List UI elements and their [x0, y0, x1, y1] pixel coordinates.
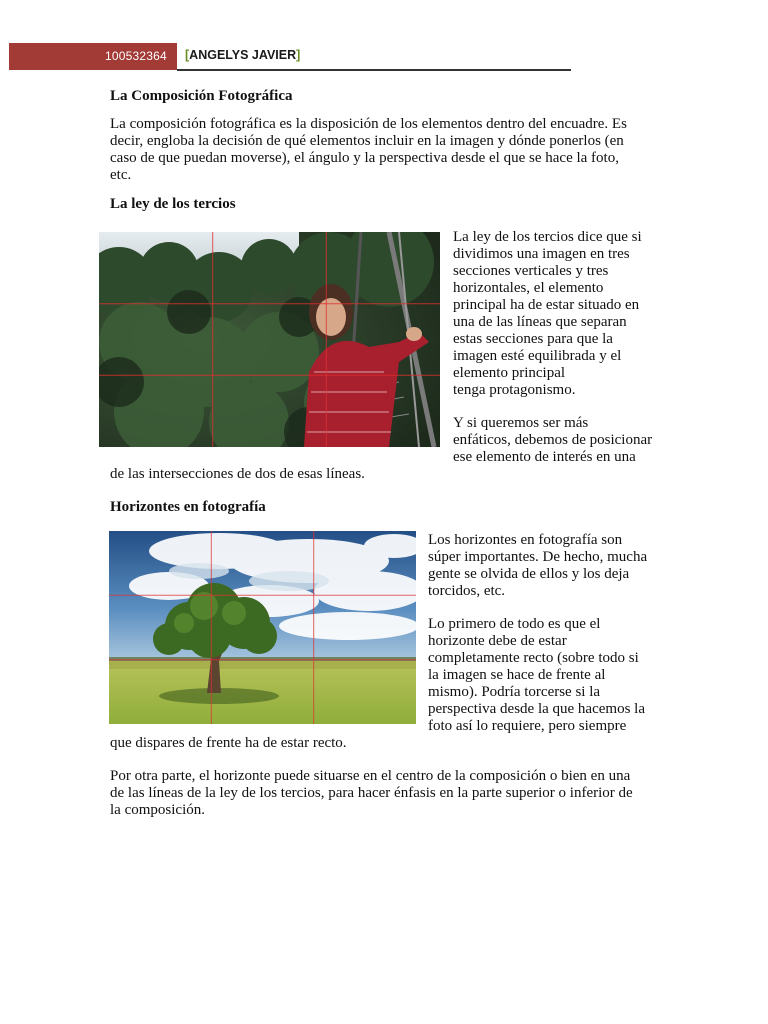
photo-woman-bridge: [99, 232, 440, 447]
side-text-line: torcidos, etc.: [428, 583, 506, 599]
side-text-line: súper importantes. De hecho, mucha: [428, 549, 648, 565]
photo-tree-horizon: [109, 531, 416, 724]
side-text-line: Lo primero de todo es que el: [428, 616, 601, 632]
side-text-line: Los horizontes en fotografía son: [428, 532, 623, 548]
section-title-horizons: Horizontes en fotografía: [110, 499, 266, 515]
side-text-line: elemento principal: [453, 365, 566, 381]
side-text-line: estas secciones para que la: [453, 331, 613, 347]
side-text-line: mismo). Podría torcerse si la: [428, 684, 601, 700]
side-text-line: La ley de los tercios dice que si: [453, 229, 642, 245]
side-text-line: completamente recto (sobre todo si: [428, 650, 639, 666]
side-text-line: una de las líneas que separan: [453, 314, 627, 330]
paragraph-line: etc.: [110, 167, 132, 183]
side-text-line: ese elemento de interés en una: [453, 449, 636, 465]
paragraph-line: que dispares de frente ha de estar recto.: [110, 735, 347, 751]
side-text-line: foto así lo requiere, pero siempre: [428, 718, 627, 734]
side-text-line: perspectiva desde la que hacemos la: [428, 701, 645, 717]
paragraph-line: Por otra parte, el horizonte puede situarse en el centro de la composición o bien en una: [110, 768, 631, 784]
side-text-line: secciones verticales y tres: [453, 263, 609, 279]
photo-tree-horizon-image: [109, 531, 416, 724]
bracket-open: [: [185, 48, 190, 62]
paragraph-line: La composición fotográfica es la disposición de los elementos dentro del encuadre. Es: [110, 116, 627, 132]
side-text-line: horizonte debe de estar: [428, 633, 567, 649]
paragraph-line: de las líneas de la ley de los tercios, para hacer énfasis en la parte superior o inferior de: [110, 785, 633, 801]
section-title-composition: La Composición Fotográfica: [110, 88, 293, 104]
paragraph-line: de las intersecciones de dos de esas líneas.: [110, 466, 365, 482]
paragraph-line: caso de que puedan moverse), el ángulo y la perspectiva desde el que se hace la foto,: [110, 150, 619, 166]
side-text-line: Y si queremos ser más: [453, 415, 589, 431]
header-number: 100532364: [105, 49, 167, 63]
side-text-line: tenga protagonismo.: [453, 382, 576, 398]
photo-woman-bridge-image: [99, 232, 440, 447]
paragraph-line: la composición.: [110, 802, 205, 818]
header-rule: [177, 69, 571, 71]
side-text-line: gente se olvida de ellos y los deja: [428, 566, 630, 582]
bracket-close: ]: [296, 48, 301, 62]
side-text-line: principal ha de estar situado en: [453, 297, 640, 313]
side-text-line: horizontales, el elemento: [453, 280, 604, 296]
header-author: [185, 48, 300, 62]
author-name: ANGELYS JAVIER: [189, 48, 297, 62]
side-text-line: enfáticos, debemos de posicionar: [453, 432, 653, 448]
side-text-line: dividimos una imagen en tres: [453, 246, 630, 262]
paragraph-line: decir, engloba la decisión de qué elementos incluir en la imagen y dónde ponerlos (en: [110, 133, 624, 149]
side-text-line: la imagen se hace de frente al: [428, 667, 606, 683]
section-title-thirds: La ley de los tercios: [110, 196, 236, 212]
side-text-line: imagen esté equilibrada y el: [453, 348, 622, 364]
